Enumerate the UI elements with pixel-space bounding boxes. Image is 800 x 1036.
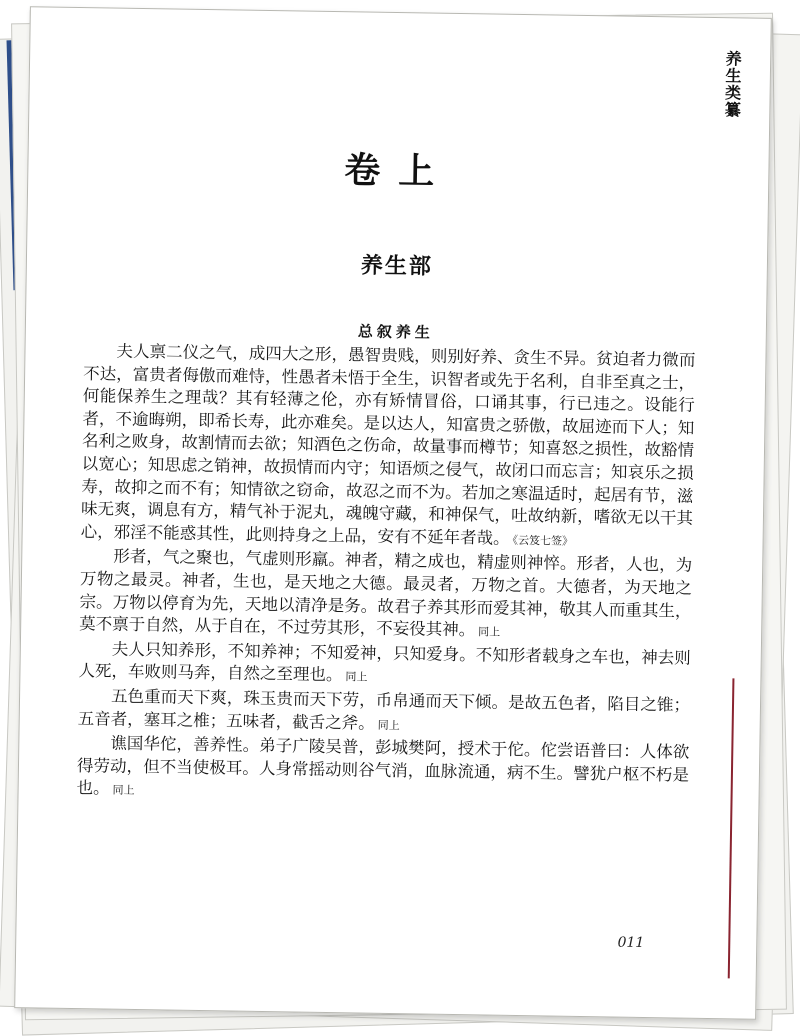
paragraph-text: 谯国华佗，善养性。弟子广陵吴普，彭城樊阿，授术于佗。佗尝语普曰：人体欲得劳动，但不当使极耳。人身常摇动则谷气消，血脉流通，病不生。譬犹户枢不朽是也。 <box>76 733 690 798</box>
page-edge-mark <box>728 678 735 978</box>
section-title: 养生部 <box>360 252 434 280</box>
citation: 同上 <box>345 670 368 684</box>
paragraph <box>79 545 692 647</box>
running-head: 养生类纂 <box>722 50 743 119</box>
paragraph-text: 夫人禀二仪之气，成四大之形，愚智贵贱，则别好养、贪生不异。贫迫者力微而不达，富贵者侮傲而难恃，性愚者未悟于全生，识智者或先于名利，自非至真之士，何能保养生之理哉？其有轻薄之伦，亦有矫情冒俗，口诵其事，行已违之。设能行者，不逾晦朔，即希长寿，此亦难矣。是以达人，知富贵之骄傲，故屈迹而下人；知名利之败身，故割情而去欲；知酒色之伤命，故量事而樽节；知喜怒之损性，故豁情以宽心；知思虑之销神，故损情而内守；知语烦之侵气，故闭口而忘言；知哀乐之损寿，故抑之而不有；知情欲之窃命，故忍之而不为。若加之寒温适时，起居有节，滋味无爽，调息有方，精气补于泥丸，魂魄守藏，和神保气，吐故纳新，嗜欲无以干其心，邪淫不能惑其性，此则持身之上品，安有不延年者哉。 <box>80 341 696 548</box>
paragraph <box>76 732 689 811</box>
citation: 同上 <box>112 783 135 798</box>
paragraph-text: 形者，气之聚也，气虚则形羸。神者，精之成也，精虚则神悴。形者，人也，为万物之最灵。神者，生也，是天地之大德。最灵者，万物之首。大德者，为天地之宗。万物以停育为先，天地以清净是务。故君子养其形而爱其神，敬其人而重其生，莫不禀于自然，从于自在，不过劳其形，不妄役其神。 <box>79 546 693 640</box>
body-text <box>76 340 695 811</box>
page-number: 011 <box>617 934 645 951</box>
paragraph-text: 夫人只知养形，不知养神；不知爱神，只知爱身。不知形者载身之车也，神去则人死，车败则马奔，自然之至理也。 <box>78 639 691 685</box>
citation: 《云笈七签》 <box>512 533 574 548</box>
chapter-title: 卷上 <box>344 149 453 193</box>
book-page <box>14 6 772 1020</box>
citation: 同上 <box>478 625 501 639</box>
sub-title: 总叙养生 <box>357 322 434 342</box>
citation: 同上 <box>377 718 400 732</box>
paragraph <box>80 340 695 555</box>
paragraph-text: 五色重而天下爽，珠玉贵而天下劳，币帛通而天下倾。是故五色者，陷目之锥；五音者，塞耳之椎；五味者，截舌之斧。 <box>77 686 691 733</box>
